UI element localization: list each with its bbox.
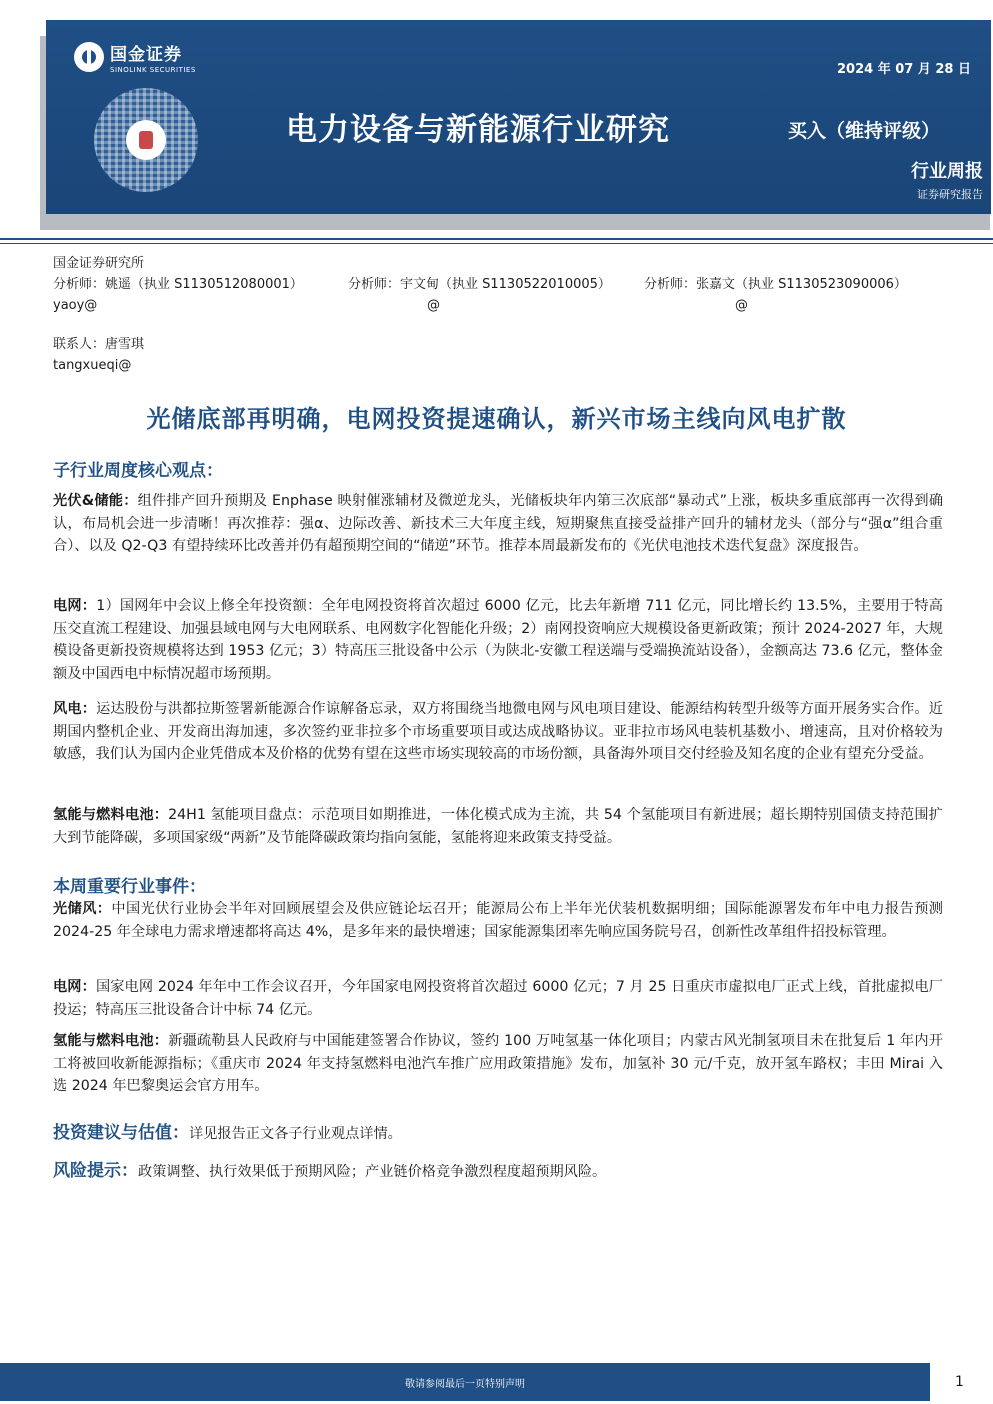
core-view-pv-storage: 光伏&储能：组件排产回升预期及 Enphase 映射催涨辅材及微逆龙头，光储板块年内第三次底部“暴动式”上涨，板块多重底部再一次得到确认，布局机会进一步清晰！再次推荐：强α、边际改善、新技术三大年度主线，短期聚焦直接受益排产回升的辅材龙头（部分与“强α”组合重合）、以及 Q2-Q3 有望持续环比改善并仍有超预期空间的“储逆”环节。推荐本周最新发布的《光伏电池技术迭代复盘》深度报告。 bbox=[53, 493, 944, 555]
report-title: 电力设备与新能源行业研究 bbox=[286, 112, 670, 148]
page-number: 1 bbox=[955, 1374, 964, 1390]
analyst-1: 分析师：姚遥（执业 S1130512080001） bbox=[53, 277, 303, 292]
footer-notice: 敬请参阅最后一页特别声明 bbox=[405, 1378, 525, 1390]
analyst-3-email[interactable]: @ bbox=[735, 298, 748, 313]
event-grid: 电网：国家电网 2024 年年中工作会议召开，今年国家电网投资将首次超过 6000 亿元；7 月 25 日重庆市虚拟电厂正式上线，首批虚拟电厂投运；特高压三批设备合计中标 74 亿元。 bbox=[53, 979, 943, 1018]
analyst-2: 分析师：宇文甸（执业 S1130522010005） bbox=[348, 277, 611, 292]
analyst-1-email[interactable]: yaoy@ bbox=[53, 298, 98, 313]
company-logo bbox=[74, 40, 196, 74]
contact-email[interactable]: tangxueqi@ bbox=[53, 358, 132, 373]
logo-icon bbox=[74, 42, 104, 72]
analyst-3: 分析师：张嘉文（执业 S1130523090006） bbox=[644, 277, 907, 292]
investment-advice: 投资建议与估值：详见报告正文各子行业观点详情。 bbox=[53, 1123, 402, 1143]
report-headline: 光储底部再明确，电网投资提速确认，新兴市场主线向风电扩散 bbox=[146, 405, 847, 433]
report-type: 行业周报 bbox=[911, 161, 983, 182]
header-banner bbox=[46, 20, 991, 214]
report-date: 2024 年 07 月 28 日 bbox=[837, 62, 971, 77]
institute-name: 国金证券研究所 bbox=[53, 256, 145, 271]
header-rule-thin bbox=[0, 243, 993, 244]
core-views-heading: 子行业周度核心观点： bbox=[53, 461, 223, 481]
core-view-grid: 电网：1）国网年中会议上修全年投资额：全年电网投资将首次超过 6000 亿元，比去年新增 711 亿元，同比增长约 13.5%，主要用于特高压交直流工程建设、加强县域电网与大电网联系、电网数字化智能化升级；2）南网投资响应大规模设备更新政策；预计 2024-2027 年，大规模设备更新投资规模将达到 1953 亿元；3）特高压三批设备中公示（为陕北-安徽工程送端与受端换流站设备），金额高达 73.6 亿元，整体金额及中国西电中标情况超市场预期。 bbox=[53, 598, 943, 683]
event-pv-storage-wind: 光储风：中国光伏行业协会半年对回顾展望会及供应链论坛召开；能源局公布上半年光伏装机数据明细；国际能源署发布年中电力报告预测 2024-25 年全球电力需求增速都将高达 4%，是多年来的最快增速；国家能源集团率先响应国务院号召，创新性改革组件招投标管理。 bbox=[53, 901, 943, 940]
qr-code-icon bbox=[94, 88, 198, 192]
contact-name: 联系人：唐雪琪 bbox=[53, 337, 145, 352]
risk-notice: 风险提示：政策调整、执行效果低于预期风险；产业链价格竞争激烈程度超预期风险。 bbox=[53, 1161, 607, 1181]
logo-en-text: SINOLINK SECURITIES bbox=[110, 66, 196, 74]
header-rule bbox=[0, 238, 993, 240]
analyst-2-email[interactable]: @ bbox=[427, 298, 440, 313]
footer-bar bbox=[0, 1363, 930, 1401]
core-view-wind: 风电：运达股份与洪都拉斯签署新能源合作谅解备忘录，双方将围绕当地微电网与风电项目建设、能源结构转型升级等方面开展务实合作。近期国内整机企业、开发商出海加速，多次签约亚非拉多个市场重要项目或达成战略协议。亚非拉市场风电装机基数小、增速高，且对价格较为敏感，我们认为国内企业凭借成本及价格的优势有望在这些市场实现较高的市场份额，具备海外项目交付经验及知名度的企业有望充分受益。 bbox=[53, 701, 943, 763]
rating: 买入（维持评级） bbox=[788, 120, 941, 142]
events-heading: 本周重要行业事件： bbox=[53, 877, 206, 897]
event-hydrogen: 氢能与燃料电池：新疆疏勒县人民政府与中国能建签署合作协议，签约 100 万吨氢基一体化项目；内蒙古风光制氢项目未在批复后 1 年内开工将被回收新能源指标；《重庆市 2024 年支持氢燃料电池汽车推广应用政策措施》发布，加氢补 30 元/千克，放开氢车路权；丰田 Mirai 入选 2024 年巴黎奥运会官方用车。 bbox=[53, 1033, 943, 1095]
report-subtype: 证券研究报告 bbox=[917, 188, 983, 201]
core-view-hydrogen: 氢能与燃料电池：24H1 氢能项目盘点：示范项目如期推进，一体化模式成为主流，共 54 个氢能项目有新进展；超长期特别国债支持范围扩大到节能降碳，多项国家级“两新”及节能降碳政策均指向氢能，氢能将迎来政策支持受益。 bbox=[53, 807, 943, 846]
logo-cn-text: 国金证券 bbox=[110, 45, 182, 65]
